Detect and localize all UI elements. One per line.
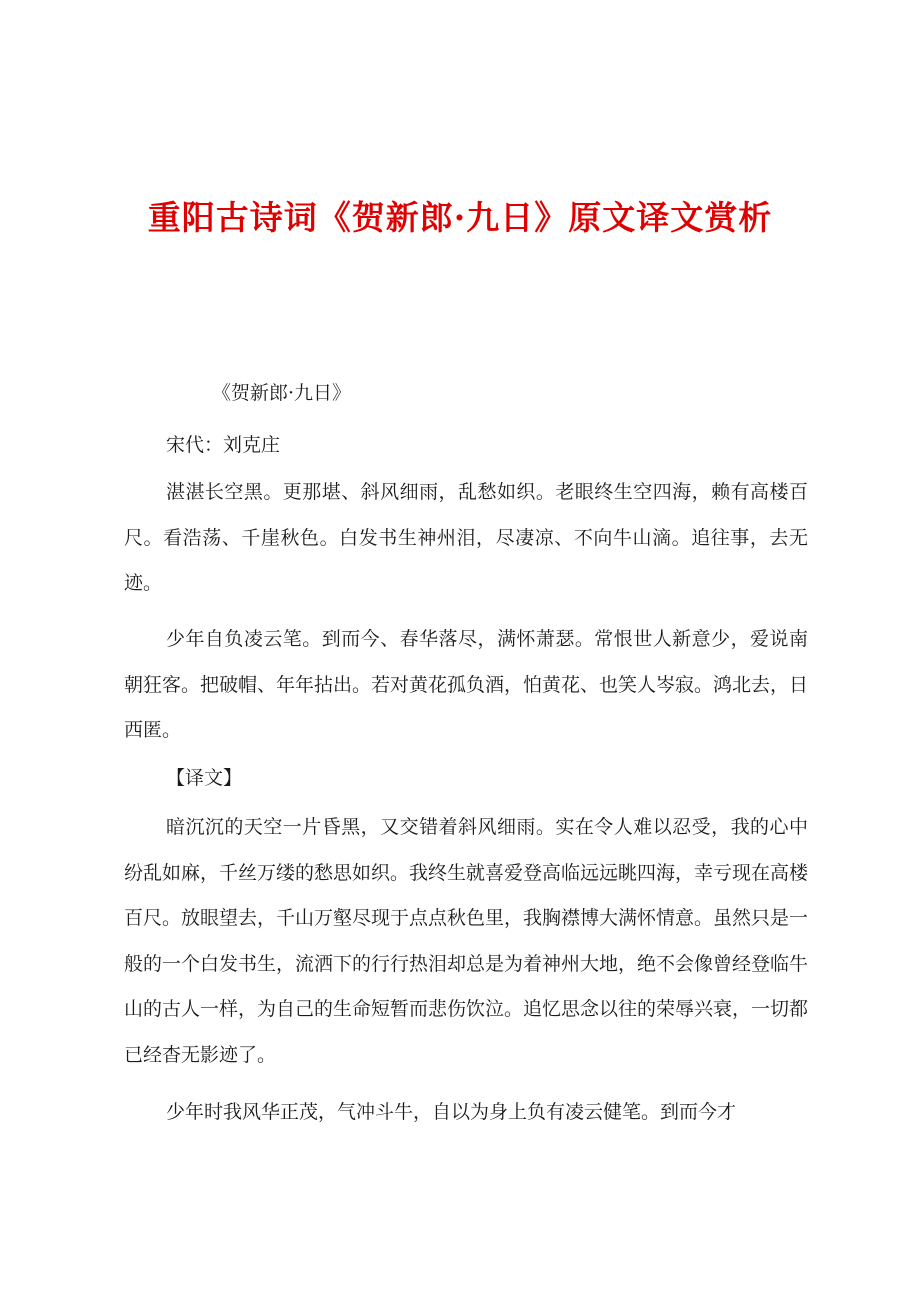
translation-paragraph-1: 暗沉沉的天空一片昏黑，又交错着斜风细雨。实在令人难以忍受，我的心中纷乱如麻，千丝万缕的愁思如织。我终生就喜爱登高临远远眺四海，幸亏现在高楼百尺。放眼望去，千山万壑尽现于点点秋色里，我胸襟博大满怀情意。虽然只是一般的一个白发书生，流洒下的行行热泪却总是为着神州大地，绝不会像曾经登临牛山的古人一样，为自己的生命短暂而悲伤饮泣。追忆思念以往的荣辱兴衰，一切都已经杳无影迹了。	[124, 816, 809, 1066]
author-line: 宋代：刘克庄	[166, 434, 281, 456]
document-title: 重阳古诗词《贺新郎·九日》原文译文赏析	[147, 198, 773, 237]
poem-stanza-1: 湛湛长空黑。更那堪、斜风细雨，乱愁如织。老眼终生空四海，赖有高楼百尺。看浩荡、千崖秋色。白发书生神州泪，尽凄凉、不向牛山滴。追往事，去无迹。	[124, 481, 808, 594]
translation-paragraph-2: 少年时我风华正茂，气冲斗牛，自以为身上负有凌云健笔。到而今才	[166, 1101, 737, 1123]
poem-stanza-2: 少年自负凌云笔。到而今、春华落尽，满怀萧瑟。常恨世人新意少，爱说南朝狂客。把破帽、年年拈出。若对黄花孤负酒，怕黄花、也笑人岑寂。鸿北去，日西匿。	[124, 628, 809, 741]
translation-heading: 【译文】	[166, 767, 243, 789]
poem-title: 《贺新郎·九日》	[212, 382, 352, 404]
